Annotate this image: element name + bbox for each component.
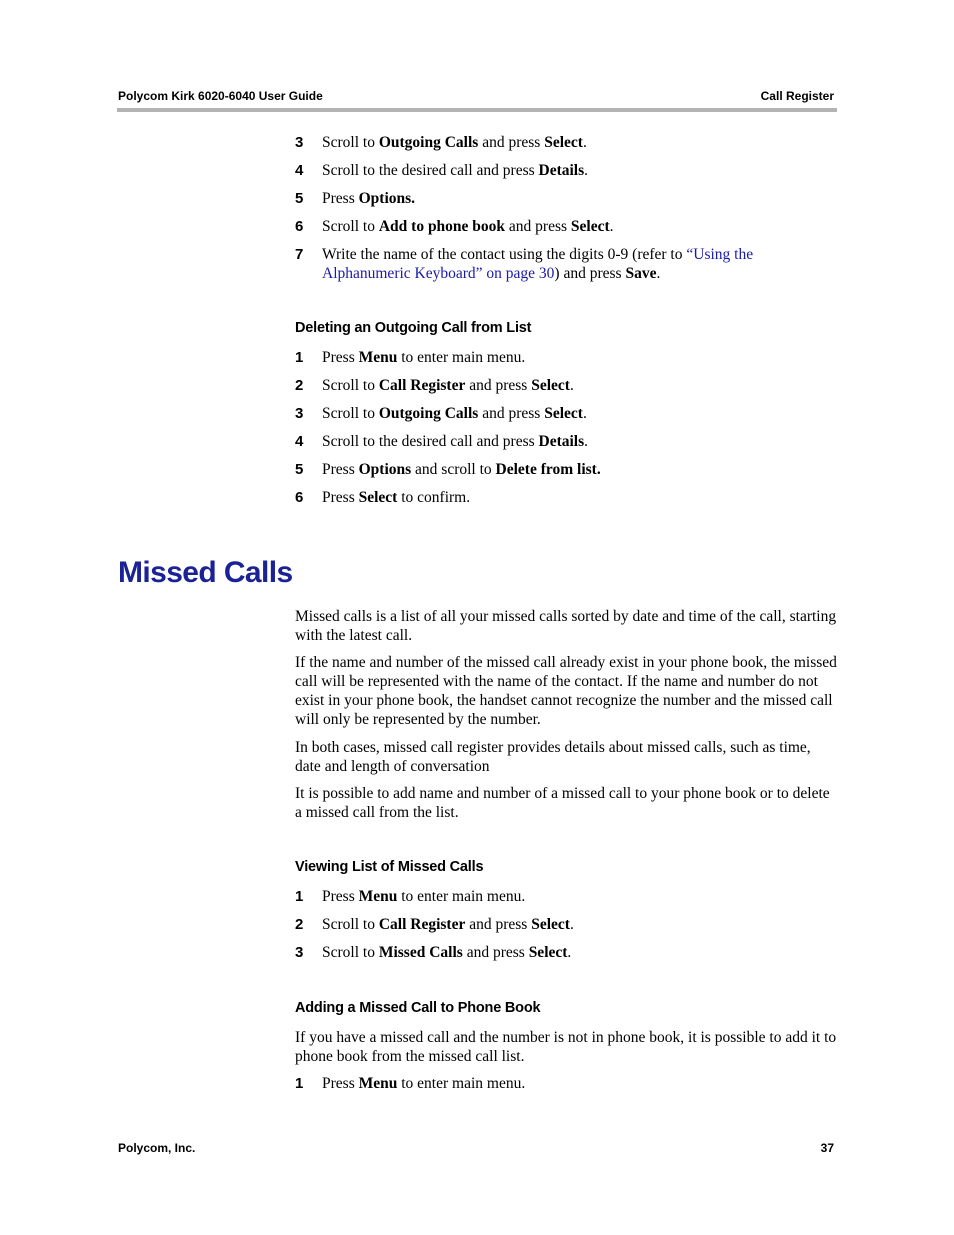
- step-number: 4: [295, 162, 304, 179]
- step-text: Scroll to Missed Calls and press Select.: [322, 944, 572, 961]
- step-item: [295, 432, 840, 451]
- paragraph: In both cases, missed call register provides details about missed calls, such as time, date and length of conversation: [295, 739, 811, 775]
- step-number: 6: [295, 218, 304, 235]
- step-text: Scroll to Outgoing Calls and press Select.: [322, 405, 587, 422]
- step-text: Scroll to Call Register and press Select.: [322, 377, 574, 394]
- step-item: [295, 348, 840, 367]
- step-number: 4: [295, 433, 304, 450]
- guide-title: Polycom Kirk 6020-6040 User Guide: [118, 89, 323, 103]
- step-item: [295, 943, 840, 962]
- step-number: 5: [295, 190, 304, 207]
- step-text: Write the name of the contact using the digits 0-9 (refer to “Using the Alphanumeric Keyboard” on page 30) and press Save.: [322, 246, 754, 282]
- step-item: [295, 189, 840, 208]
- step-text: Press Select to confirm.: [322, 489, 471, 506]
- step-text: Press Options and scroll to Delete from list.: [322, 461, 601, 478]
- viewing-heading: Viewing List of Missed Calls: [295, 859, 484, 875]
- alphanumeric-keyboard-link[interactable]: “Using the Alphanumeric Keyboard” on page 30: [322, 246, 754, 282]
- step-text: Scroll to the desired call and press Details.: [322, 162, 589, 179]
- step-number: 1: [295, 1075, 304, 1092]
- step-item: [295, 404, 840, 423]
- step-item: [295, 245, 840, 283]
- step-item: [295, 460, 840, 479]
- step-text: Press Menu to enter main menu.: [322, 1075, 526, 1092]
- paragraph: If you have a missed call and the number is not in phone book, it is possible to add it to phone book from the missed call list.: [295, 1029, 837, 1065]
- company-name: Polycom, Inc.: [118, 1141, 196, 1155]
- step-number: 3: [295, 405, 304, 422]
- step-number: 1: [295, 349, 304, 366]
- step-number: 7: [295, 246, 304, 263]
- step-number: 3: [295, 944, 304, 961]
- step-item: [295, 217, 840, 236]
- step-number: 5: [295, 461, 304, 478]
- step-text: Scroll to the desired call and press Details.: [322, 433, 589, 450]
- section-heading-missed-calls: Missed Calls: [118, 556, 293, 589]
- paragraph: It is possible to add name and number of a missed call to your phone book or to delete a missed call from the list.: [295, 785, 830, 821]
- step-number: 6: [295, 489, 304, 506]
- step-text: Scroll to Outgoing Calls and press Select.: [322, 134, 587, 151]
- step-text: Scroll to Call Register and press Select.: [322, 916, 574, 933]
- page-number: 37: [820, 1141, 834, 1155]
- paragraph: Missed calls is a list of all your missed calls sorted by date and time of the call, starting with the latest call.: [295, 608, 837, 644]
- step-item: [295, 488, 840, 507]
- section-title: Call Register: [760, 89, 834, 103]
- step-item: [295, 1074, 840, 1093]
- step-text: Scroll to Add to phone book and press Select.: [322, 218, 614, 235]
- step-item: [295, 376, 840, 395]
- step-text: Press Options.: [322, 190, 416, 207]
- step-number: 3: [295, 134, 304, 151]
- step-text: Press Menu to enter main menu.: [322, 349, 526, 366]
- step-item: [295, 887, 840, 906]
- step-item: [295, 133, 840, 152]
- step-text: Press Menu to enter main menu.: [322, 888, 526, 905]
- step-number: 2: [295, 377, 304, 394]
- step-number: 1: [295, 888, 304, 905]
- paragraph: If the name and number of the missed call already exist in your phone book, the missed call will be represented with the name of the contact. If the name and number do not exist in your phone book, the handset cannot recognize the number and the missed call will only be represented by the number.: [295, 654, 837, 728]
- step-item: [295, 161, 840, 180]
- step-item: [295, 915, 840, 934]
- header-rule: [117, 108, 837, 112]
- step-number: 2: [295, 916, 304, 933]
- deleting-heading: Deleting an Outgoing Call from List: [295, 320, 532, 336]
- adding-heading: Adding a Missed Call to Phone Book: [295, 1000, 541, 1016]
